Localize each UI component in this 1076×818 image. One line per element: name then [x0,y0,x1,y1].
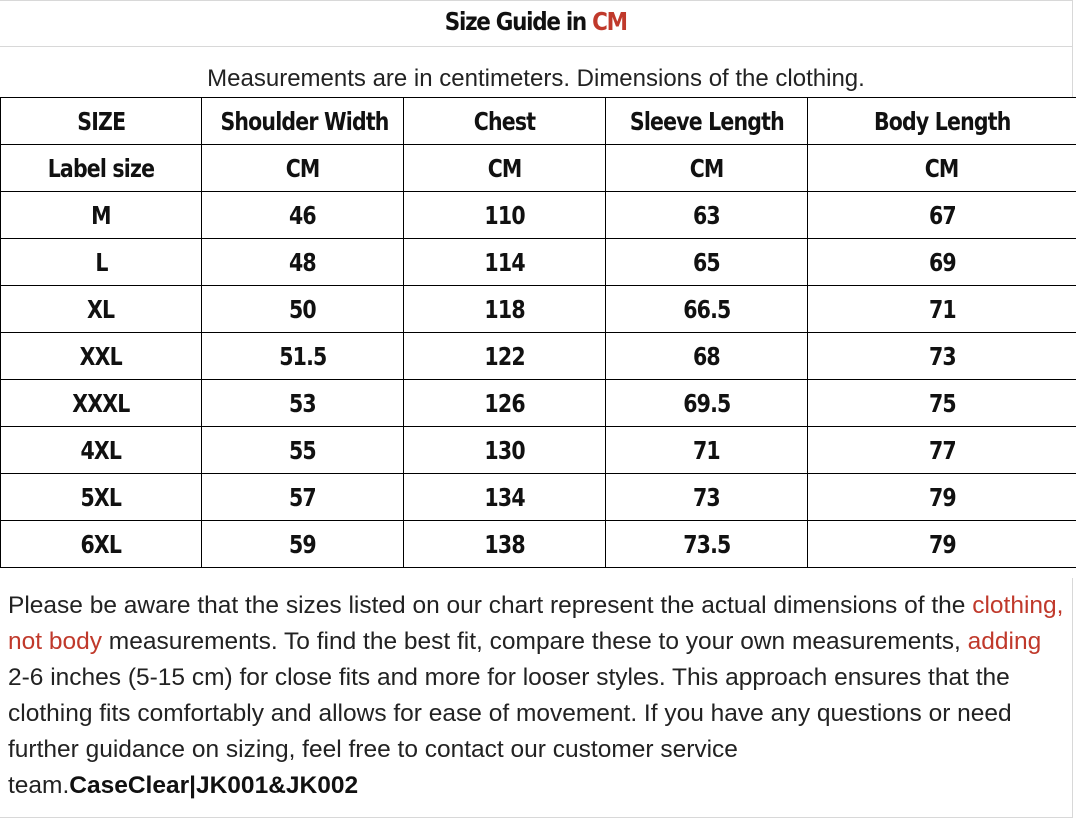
cell-text: 73.5 [682,529,731,559]
table-cell [808,521,1076,568]
table-row [1,474,1076,521]
note-text-3: 2-6 inches (5-15 cm) for close fits and more for looser styles. This approach ensures that the clothing fits comfortably and allows for ease of movement. If you have any questions or need further guidance on sizing, feel free to contact our customer service team. [8,664,1012,799]
table-cell [606,474,808,521]
cell-text: 59 [289,529,316,559]
size-table [0,97,1076,568]
cell-text: 51.5 [278,341,327,371]
title-unit-accent: CM [592,7,627,36]
note-text-2: measurements. To find the best fit, compare these to your own measurements, [102,628,968,655]
table-row [1,192,1076,239]
cell-text: 4XL [80,435,122,465]
table-cell [202,474,404,521]
cell-text: L [94,247,108,277]
table-row [1,239,1076,286]
cell-text: 68 [693,341,720,371]
table-cell [606,239,808,286]
table-cell [606,380,808,427]
table-cell [404,286,606,333]
cell-text: 138 [484,529,525,559]
table-cell [606,521,808,568]
cell-text: 71 [693,435,720,465]
table-cell [202,333,404,380]
cell-text: 134 [484,482,525,512]
table-cell [808,427,1076,474]
cell-text: XXL [79,341,123,371]
title-row [0,0,1073,47]
table-cell [202,521,404,568]
table-cell [808,380,1076,427]
table-cell [808,333,1076,380]
cell-text: 79 [928,482,956,512]
table-cell [1,98,202,145]
table-cell [1,427,202,474]
page-subtitle: Measurements are in centimeters. Dimensions of the clothing. [207,65,865,92]
table-cell [404,427,606,474]
table-cell [808,192,1076,239]
table-cell [404,192,606,239]
cell-text: 65 [693,247,720,277]
sizing-note [0,578,1073,818]
cell-text: 114 [484,247,525,277]
cell-text: 55 [289,435,316,465]
table-cell [808,145,1076,192]
cell-text: XXXL [72,388,130,418]
cell-text: Sleeve Length [629,106,784,136]
cell-text: Label size [47,153,155,183]
table-cell [606,145,808,192]
table-cell [404,333,606,380]
table-cell [202,427,404,474]
cell-text: 77 [928,435,956,465]
table-cell [202,98,404,145]
subtitle-row [0,47,1073,97]
cell-text: M [91,200,111,230]
cell-text: 110 [484,200,525,230]
cell-text: 122 [484,341,525,371]
table-cell [606,98,808,145]
cell-text: CM [689,153,724,183]
table-cell [606,192,808,239]
cell-text: 75 [928,388,956,418]
cell-text: 130 [484,435,525,465]
table-units-row [1,145,1076,192]
table-cell [808,239,1076,286]
cell-text: 69.5 [682,388,731,418]
table-cell [606,427,808,474]
cell-text: Chest [473,106,536,136]
note-text-1: Please be aware that the sizes listed on our chart represent the actual dimensions of the [8,592,973,619]
note-highlight-clothing: clothing, not body [8,592,1064,655]
cell-text: 126 [484,388,525,418]
table-header-row [1,98,1076,145]
table-row [1,521,1076,568]
table-cell [1,145,202,192]
table-cell [808,286,1076,333]
cell-text: 46 [289,200,316,230]
cell-text: SIZE [77,106,125,136]
table-cell [404,521,606,568]
cell-text: 79 [928,529,956,559]
cell-text: 50 [289,294,316,324]
table-cell [1,380,202,427]
page-title [445,7,627,36]
cell-text: CM [285,153,320,183]
cell-text: Shoulder Width [220,106,389,136]
table-cell [808,474,1076,521]
cell-text: 66.5 [682,294,731,324]
cell-text: XL [87,294,115,324]
table-cell [1,333,202,380]
table-cell [1,286,202,333]
note-highlight-adding: adding [967,628,1042,655]
cell-text: 53 [289,388,316,418]
table-cell [202,145,404,192]
title-prefix: Size Guide in [445,7,593,36]
table-cell [606,286,808,333]
cell-text: 118 [484,294,525,324]
table-cell [404,380,606,427]
cell-text: 5XL [80,482,122,512]
table-cell [404,98,606,145]
table-row [1,380,1076,427]
cell-text: 71 [928,294,956,324]
table-cell [1,521,202,568]
table-cell [404,239,606,286]
table-cell [202,239,404,286]
cell-text: 67 [928,200,956,230]
table-cell [606,333,808,380]
cell-text: CM [925,153,959,183]
table-cell [808,98,1076,145]
cell-text: 57 [289,482,316,512]
cell-text: 48 [289,247,316,277]
cell-text: 69 [928,247,956,277]
table-row [1,427,1076,474]
cell-text: 73 [693,482,720,512]
table-cell [202,380,404,427]
table-cell [404,474,606,521]
cell-text: 73 [928,341,956,371]
table-cell [1,192,202,239]
table-cell [1,239,202,286]
size-table-body [1,98,1076,568]
table-cell [202,192,404,239]
table-cell [1,474,202,521]
cell-text: Body Length [873,106,1011,136]
brand-label: CaseClear|JK001&JK002 [69,772,359,799]
table-row [1,286,1076,333]
table-cell [404,145,606,192]
table-cell [202,286,404,333]
cell-text: 6XL [80,529,122,559]
cell-text: 63 [693,200,720,230]
cell-text: CM [487,153,522,183]
table-row [1,333,1076,380]
